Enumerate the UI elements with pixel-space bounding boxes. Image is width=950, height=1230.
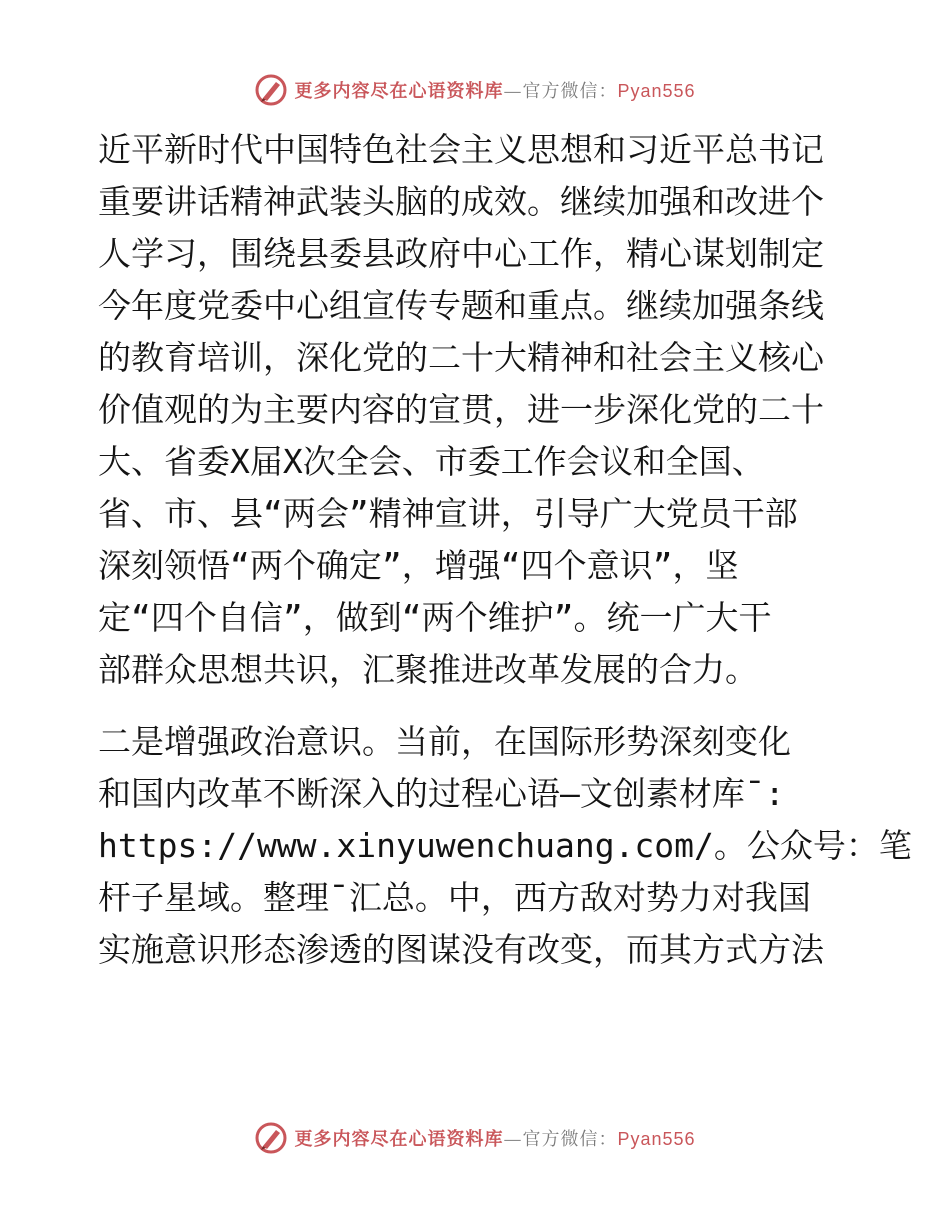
header-text xyxy=(294,77,695,103)
header-dash: — xyxy=(503,81,523,102)
footer-banner xyxy=(0,1118,950,1158)
header-official-label: 官方微信： xyxy=(522,81,618,102)
header-main-text: 更多内容尽在心语资料库 xyxy=(294,81,504,102)
text-line: 和国内改革不断深入的过程心语—文创素材库¯: xyxy=(98,774,785,813)
text-line: 的教育培训，深化党的二十大精神和社会主义核心 xyxy=(98,338,824,377)
text-line: 价值观的为主要内容的宣贯，进一步深化党的二十 xyxy=(98,390,824,429)
header-banner xyxy=(0,70,950,110)
paragraph-1 xyxy=(98,124,878,696)
pen-logo-icon xyxy=(254,1121,288,1155)
footer-official-label: 官方微信： xyxy=(522,1129,618,1150)
footer-main-text: 更多内容尽在心语资料库 xyxy=(294,1129,504,1150)
text-line: 深刻领悟“两个确定”，增强“四个意识”，坚 xyxy=(98,546,739,585)
text-line: 人学习，围绕县委县政府中心工作，精心谋划制定 xyxy=(98,234,824,273)
header-wechat-id: Pyan556 xyxy=(617,81,696,101)
text-line: https://www.xinyuwenchuang.com/。公众号：笔 xyxy=(98,826,912,865)
footer-dash: — xyxy=(503,1129,523,1150)
text-line: 大、省委X届X次全会、市委工作会议和全国、 xyxy=(98,442,765,481)
paragraph-gap xyxy=(98,696,878,716)
text-line: 二是增强政治意识。当前，在国际形势深刻变化 xyxy=(98,722,791,761)
text-line: 重要讲话精神武装头脑的成效。继续加强和改进个 xyxy=(98,182,824,221)
text-line: 省、市、县“两会”精神宣讲，引导广大党员干部 xyxy=(98,494,798,533)
text-line: 近平新时代中国特色社会主义思想和习近平总书记 xyxy=(98,130,824,169)
document-body xyxy=(98,124,912,976)
text-line: 部群众思想共识，汇聚推进改革发展的合力。 xyxy=(98,650,758,689)
text-line: 今年度党委中心组宣传专题和重点。继续加强条线 xyxy=(98,286,824,325)
paragraph-2 xyxy=(98,716,912,976)
text-line: 定“四个自信”，做到“两个维护”。统一广大干 xyxy=(98,598,772,637)
footer-text xyxy=(294,1125,695,1151)
pen-logo-icon xyxy=(254,73,288,107)
footer-wechat-id: Pyan556 xyxy=(617,1129,696,1149)
text-line: 实施意识形态渗透的图谋没有改变，而其方式方法 xyxy=(98,930,824,969)
text-line: 杆子星域。整理¯汇总。中，西方敌对势力对我国 xyxy=(98,878,811,917)
